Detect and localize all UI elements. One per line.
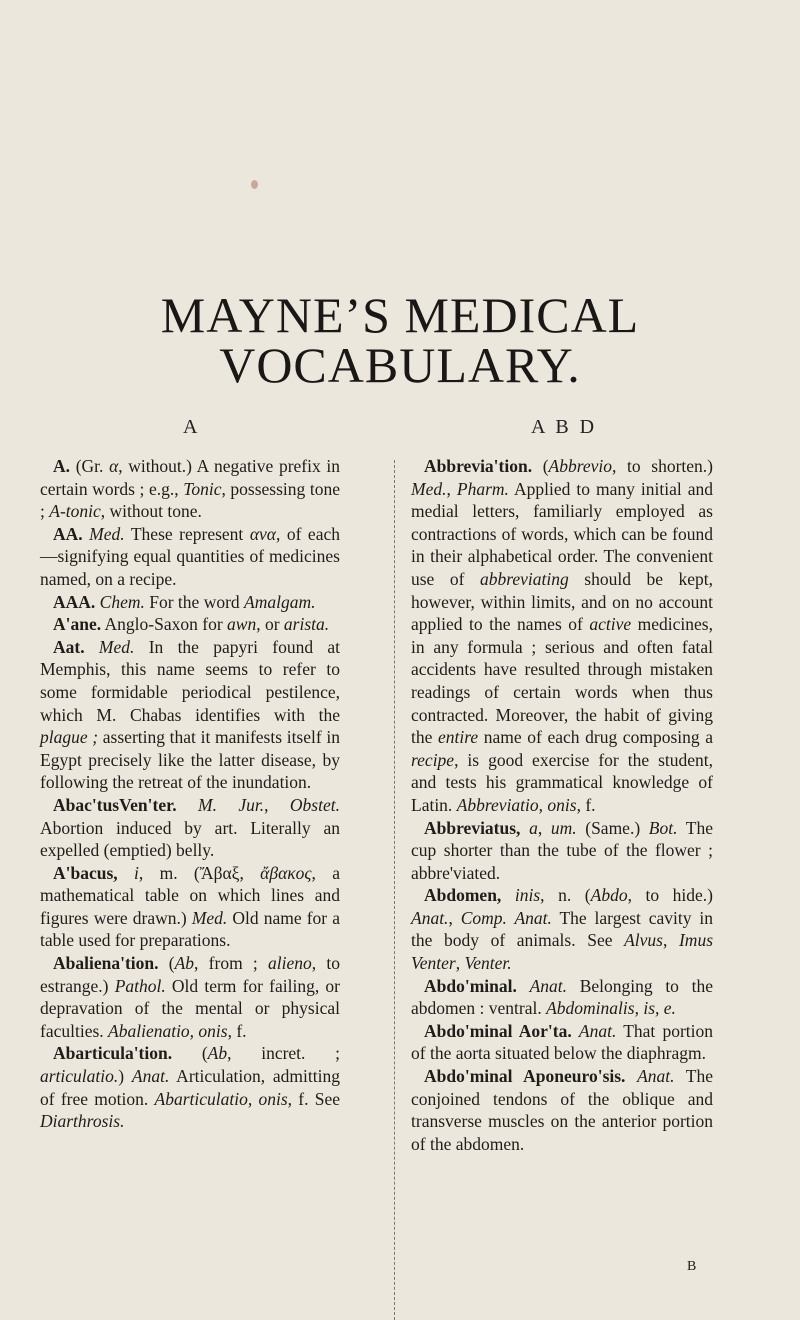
entry-text: The largest cavity in the body of animals. See <box>411 907 714 951</box>
entry-text: , without.) A negative prefix in certain words ; e.g., <box>40 456 341 499</box>
entry-text: Med. <box>98 636 135 657</box>
entry-headword: Abdo'minal Aponeuro'sis. <box>424 1066 626 1087</box>
dictionary-entry <box>40 455 340 523</box>
dictionary-entry <box>411 817 713 885</box>
entry-text: Ab <box>207 1043 228 1064</box>
entry-text: , <box>264 794 290 815</box>
entry-text: Anat. <box>578 1020 617 1041</box>
entry-text: inis <box>514 885 541 906</box>
entry-text: A-tonic <box>49 501 101 522</box>
dictionary-entry <box>411 1065 713 1155</box>
entry-headword: Aat. <box>53 636 85 657</box>
dictionary-entry <box>411 1020 713 1065</box>
entry-text: Anat. <box>131 1066 170 1087</box>
dictionary-entry <box>411 975 713 1020</box>
entry-text: , to shorten.) <box>612 456 713 476</box>
dictionary-entry <box>40 523 340 591</box>
entry-text: entire <box>438 727 479 748</box>
entry-text: Abdominalis, is, e. <box>546 998 676 1019</box>
entry-text: , is good exercise for the student, and tests his grammatical knowledge of Latin. <box>411 749 713 815</box>
entry-text: , without tone. <box>100 501 202 522</box>
entry-text: Abarticulatio, onis <box>154 1088 288 1109</box>
entry-text: Old term for failing, or depravation of the mental or physical faculties. <box>40 975 340 1041</box>
entry-text: Imus Venter <box>411 930 714 974</box>
entry-text: Chem. <box>99 591 145 612</box>
entry-text: , <box>446 478 457 499</box>
ink-speck <box>251 180 258 189</box>
entry-text: medicines, in any formula ; serious and often fatal accidents have resulted through mistaken readings of certain words when thus contracted. Moreover, the habit of giving the <box>411 614 713 748</box>
entry-headword: AA. <box>53 523 83 544</box>
entry-headword: Abbrevia'tion. <box>424 456 533 476</box>
entry-text: Bot. <box>648 817 678 838</box>
entry-headword: A. <box>53 456 71 476</box>
entry-text: Belonging to the abdomen : ventral. <box>411 975 714 1019</box>
entry-text: α <box>109 456 119 476</box>
left-column-heading: A <box>183 416 201 438</box>
entry-text: , possessing tone ; <box>40 478 340 522</box>
entry-text: Anat. <box>637 1066 675 1087</box>
entry-headword: Abbreviatus, <box>424 817 521 838</box>
entry-headword: Abdo'minal. <box>424 975 517 996</box>
entry-text: name of each drug composing a <box>478 727 713 748</box>
entry-text: , incret. ; <box>227 1043 340 1064</box>
entry-text: (Gr. <box>75 456 110 476</box>
entry-text: These represent <box>124 523 250 544</box>
entry-text: Pharm. <box>456 478 509 499</box>
entry-text: Old name for a table used for preparations. <box>40 907 340 951</box>
entry-headword: Abaliena'tion. <box>53 953 159 974</box>
entry-text: , <box>448 907 461 928</box>
entry-text: Pathol. <box>114 975 166 996</box>
column-divider <box>394 460 396 1320</box>
entry-text: , to hide.) <box>627 885 714 906</box>
entry-text: The conjoined tendons of the oblique and transverse muscles on the anterior portion of the abdomen. <box>411 1066 714 1154</box>
entry-text: Venter. <box>464 953 512 974</box>
entry-text: Med. <box>411 478 447 499</box>
entry-text: plague ; <box>40 727 99 748</box>
entry-text: Anglo-Saxon for <box>104 614 228 635</box>
entry-text: i <box>134 862 139 883</box>
entry-text: Applied to many initial and medial letters, familiarly employed as contractions of words, which can be found in their alphabetical order. The convenient use of <box>411 478 713 589</box>
entry-text: The cup shorter than the tube of the flower ; abbre'viated. <box>411 817 714 883</box>
entry-text: active <box>589 614 632 635</box>
entry-headword: Abdo'minal Aor'ta. <box>424 1020 572 1041</box>
entry-text: , from ; <box>194 953 269 974</box>
entry-text: , to estrange.) <box>40 953 340 996</box>
entry-text: awn <box>227 614 257 635</box>
entry-text: should be kept, however, within limits, and on no account applied to the names of <box>411 568 714 635</box>
entry-text: Abbrevio <box>548 456 613 476</box>
entry-text: In the papyri found at Memphis, this name seems to refer to some formidable periodical pestilence, which M. Chabas identifies with the <box>40 636 341 725</box>
entry-text: Abbreviatio, onis <box>456 794 577 815</box>
entry-text: , f. <box>227 1020 247 1041</box>
dictionary-entry <box>40 862 340 952</box>
entry-text: ανα <box>249 523 276 544</box>
entry-text: Med. <box>89 523 125 544</box>
entry-text: , <box>662 930 679 951</box>
entry-headword: Abac'tusVen'ter. <box>53 794 177 815</box>
entry-text: recipe <box>411 749 455 770</box>
page-title: MAYNE’S MEDICAL VOCABULARY. <box>160 287 640 393</box>
entry-text: That portion of the aorta situated below the diaphragm. <box>411 1020 713 1064</box>
entry-text: arista. <box>283 614 330 635</box>
entry-text: M. Jur. <box>198 794 265 815</box>
dictionary-entry <box>40 591 340 614</box>
entry-text: Tonic <box>183 478 222 499</box>
entry-headword: A'bacus, <box>53 862 118 883</box>
entry-text: , a mathematical table on which lines and figures were drawn.) <box>40 862 340 928</box>
entry-text: , of each—signifying equal quantities of medicines named, on a recipe. <box>40 523 340 589</box>
entry-text: a <box>529 817 538 838</box>
left-column <box>40 455 340 1133</box>
entry-headword: Abarticula'tion. <box>53 1043 173 1064</box>
entry-text: Ab <box>174 953 195 974</box>
entry-text: Anat. <box>529 975 568 996</box>
dictionary-entry <box>40 636 340 794</box>
entry-text: Med. <box>191 907 228 928</box>
entry-text: , n. ( <box>540 885 591 906</box>
entry-text: , f. See <box>287 1088 340 1109</box>
entry-text: (Same.) <box>576 817 649 838</box>
entry-text: ( <box>201 1043 208 1064</box>
entry-text: alieno <box>268 953 312 974</box>
entry-text: ἄβακος <box>260 862 312 883</box>
dictionary-entry <box>411 455 713 817</box>
entry-text: Articulation, admitting of free motion. <box>40 1066 340 1109</box>
entry-text: articulatio. <box>40 1066 119 1087</box>
entry-text: Abdo <box>590 885 628 906</box>
entry-text: Alvus <box>624 930 663 951</box>
dictionary-entry <box>411 884 713 974</box>
entry-text: , <box>537 817 551 838</box>
entry-headword: A'ane. <box>53 614 102 635</box>
dictionary-entry <box>40 1042 340 1132</box>
dictionary-entry <box>40 794 340 862</box>
dictionary-entry <box>40 613 340 636</box>
right-column <box>411 455 713 1155</box>
entry-text: ( <box>542 456 549 476</box>
entry-text: Diarthrosis. <box>40 1111 125 1132</box>
entry-text: um. <box>550 817 577 838</box>
entry-text: asserting that it manifests itself in Egypt precisely like the latter disease, by following the retreat of the inundation. <box>40 727 340 793</box>
entry-text: Obstet. <box>289 794 340 815</box>
entry-text: Anat. <box>411 907 449 928</box>
entry-text: Abalienatio, onis <box>108 1020 228 1041</box>
entry-headword: Abdomen, <box>424 885 502 906</box>
signature-mark: B <box>687 1259 697 1274</box>
entry-headword: AAA. <box>53 591 96 612</box>
entry-text: , <box>455 953 465 974</box>
entry-text: ) <box>118 1066 132 1087</box>
entry-text: , or <box>256 614 284 635</box>
entry-text: , f. <box>576 794 596 815</box>
dictionary-entry <box>40 952 340 1042</box>
entry-text: Amalgam. <box>244 591 316 612</box>
entry-text: ( <box>168 953 175 974</box>
entry-text: Abortion induced by art. Literally an expelled (emptied) belly. <box>40 817 340 861</box>
right-column-heading: A B D <box>531 416 598 438</box>
entry-text: For the word <box>144 591 245 612</box>
entry-text: Comp. Anat. <box>460 907 552 928</box>
entry-text: abbreviating <box>479 568 569 589</box>
entry-text: , m. (Ἄβαξ, <box>138 862 261 883</box>
